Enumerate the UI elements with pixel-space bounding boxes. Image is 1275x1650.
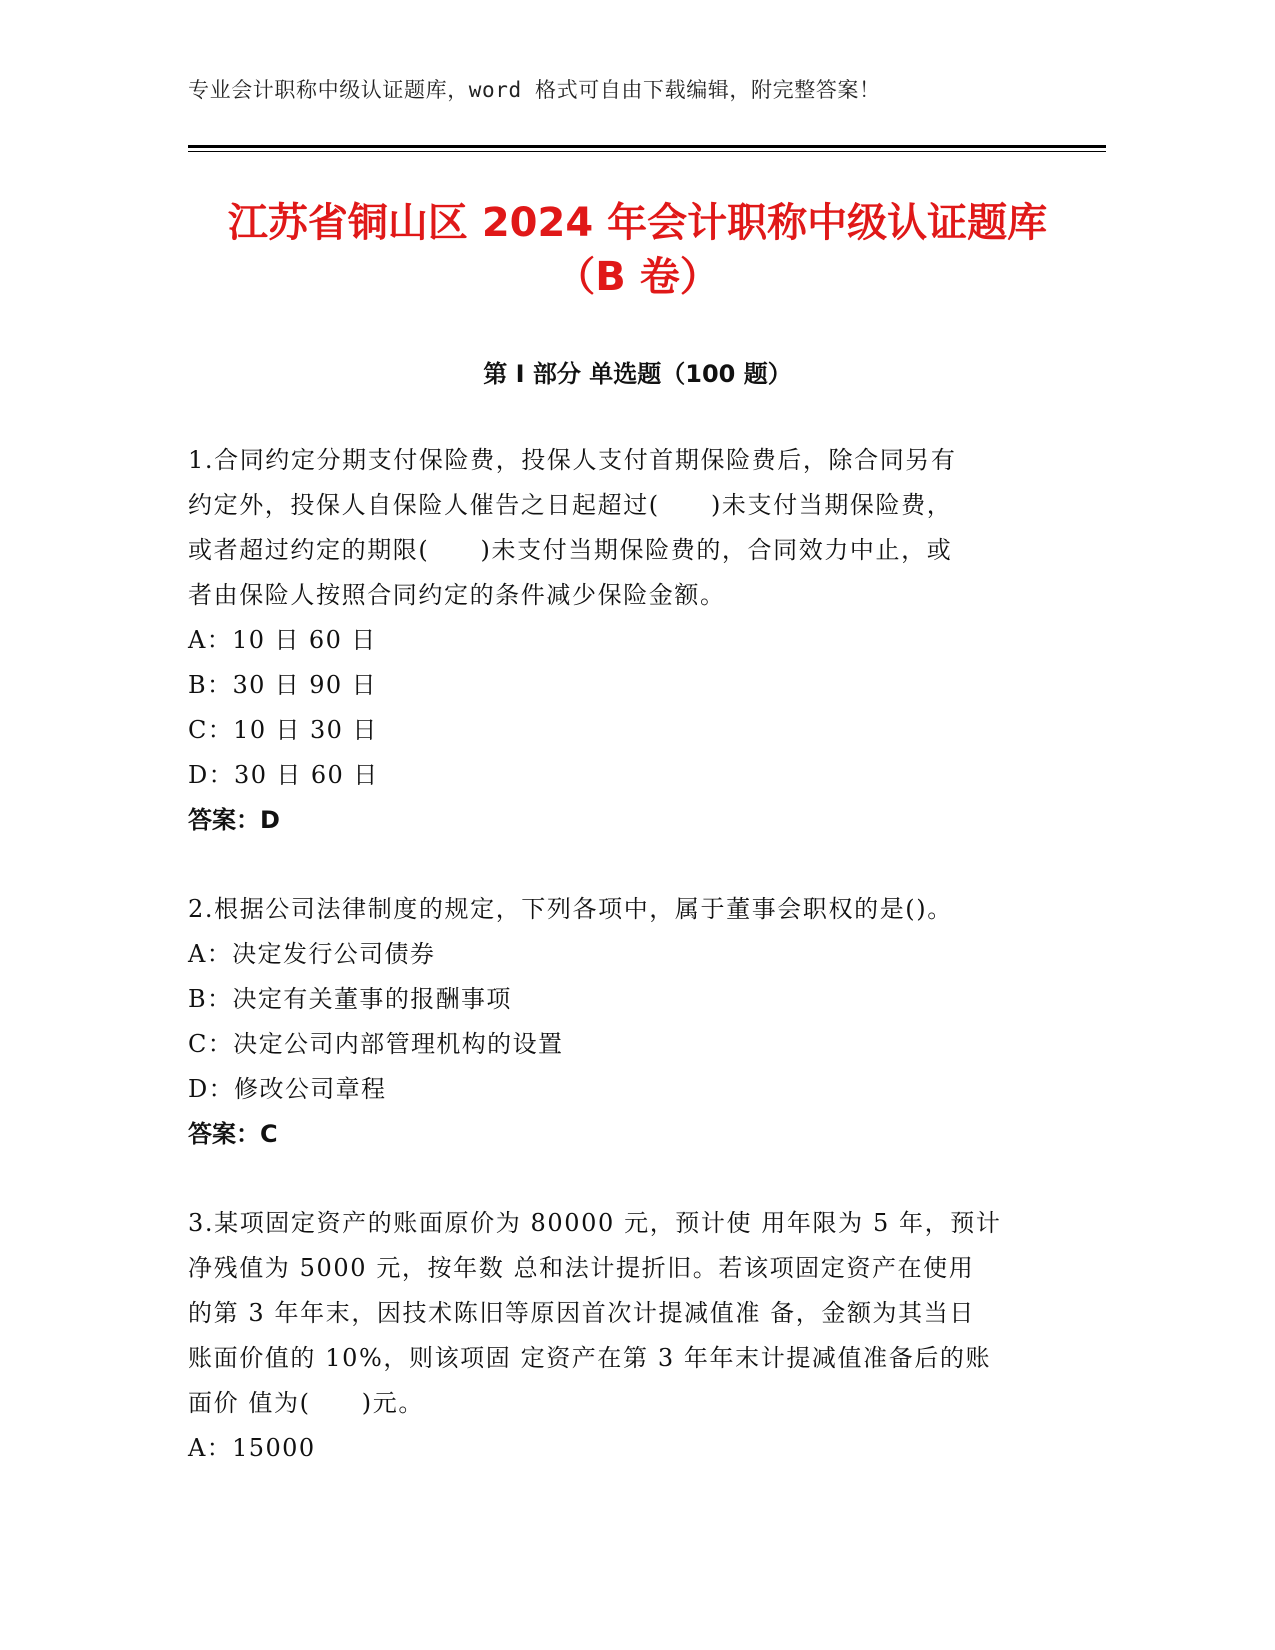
header-divider-thick <box>188 145 1106 148</box>
option-key: B： <box>188 985 233 1013</box>
option-d <box>188 753 1088 798</box>
option-b <box>188 663 1088 708</box>
option-text: 30 日 90 日 <box>232 671 378 699</box>
option-text: 决定公司内部管理机构的设置 <box>233 1030 564 1058</box>
option-a <box>188 618 1088 663</box>
option-key: A： <box>188 626 233 654</box>
option-key: D： <box>188 761 235 789</box>
document-title <box>150 196 1125 304</box>
option-key: D： <box>188 1075 235 1103</box>
option-text: 30 日 60 日 <box>234 761 379 789</box>
stem-line: 的第 3 年年末，因技术陈旧等原因首次计提减值准 备，金额为其当日 <box>188 1299 975 1327</box>
answer-line: 答案：C <box>188 1120 278 1148</box>
option-key: B： <box>188 671 233 699</box>
stem-line: 净残值为 5000 元，按年数 总和法计提折旧。若该项固定资产在使用 <box>188 1254 975 1282</box>
option-key: A： <box>188 1434 233 1462</box>
section-heading: 第 I 部分 单选题（100 题） <box>483 360 792 388</box>
stem-line: 账面价值的 10%，则该项固 定资产在第 3 年年末计提减值准备后的账 <box>188 1344 992 1372</box>
question-3 <box>188 1201 1088 1471</box>
question-stem <box>188 438 1088 618</box>
title-line-2: （B 卷） <box>555 254 720 300</box>
option-text: 决定发行公司债券 <box>232 940 436 968</box>
question-stem <box>188 1201 1088 1426</box>
option-text: 15000 <box>232 1434 316 1462</box>
question-list <box>188 438 1088 1515</box>
header-note: 专业会计职称中级认证题库，word 格式可自由下载编辑，附完整答案！ <box>188 78 881 102</box>
stem-line: 面价 值为( )元。 <box>188 1389 424 1417</box>
option-text: 修改公司章程 <box>234 1075 387 1103</box>
stem-line: 1.合同约定分期支付保险费，投保人支付首期保险费后，除合同另有 <box>188 446 957 474</box>
option-key: C： <box>188 1030 234 1058</box>
stem-line: 或者超过约定的期限( )未支付当期保险费的，合同效力中止，或 <box>188 536 953 564</box>
header-divider-thin <box>188 151 1106 152</box>
option-d <box>188 1067 1088 1112</box>
option-c <box>188 1022 1088 1067</box>
option-b <box>188 977 1088 1022</box>
option-key: C： <box>188 716 234 744</box>
stem-line: 约定外，投保人自保险人催告之日起超过( )未支付当期保险费， <box>188 491 953 519</box>
option-key: A： <box>188 940 233 968</box>
option-c <box>188 708 1088 753</box>
option-text: 10 日 60 日 <box>232 626 377 654</box>
option-a <box>188 1426 1088 1471</box>
question-2 <box>188 887 1088 1157</box>
stem-line: 3.某项固定资产的账面原价为 80000 元，预计使 用年限为 5 年，预计 <box>188 1209 1002 1237</box>
title-line-1: 江苏省铜山区 2024 年会计职称中级认证题库 <box>227 200 1048 246</box>
stem-line: 2.根据公司法律制度的规定，下列各项中，属于董事会职权的是()。 <box>188 895 953 923</box>
question-1 <box>188 438 1088 843</box>
question-stem <box>188 887 1088 932</box>
answer-line: 答案：D <box>188 806 280 834</box>
option-a <box>188 932 1088 977</box>
option-text: 决定有关董事的报酬事项 <box>232 985 512 1013</box>
stem-line: 者由保险人按照合同约定的条件减少保险金额。 <box>188 581 726 609</box>
option-text: 10 日 30 日 <box>233 716 378 744</box>
